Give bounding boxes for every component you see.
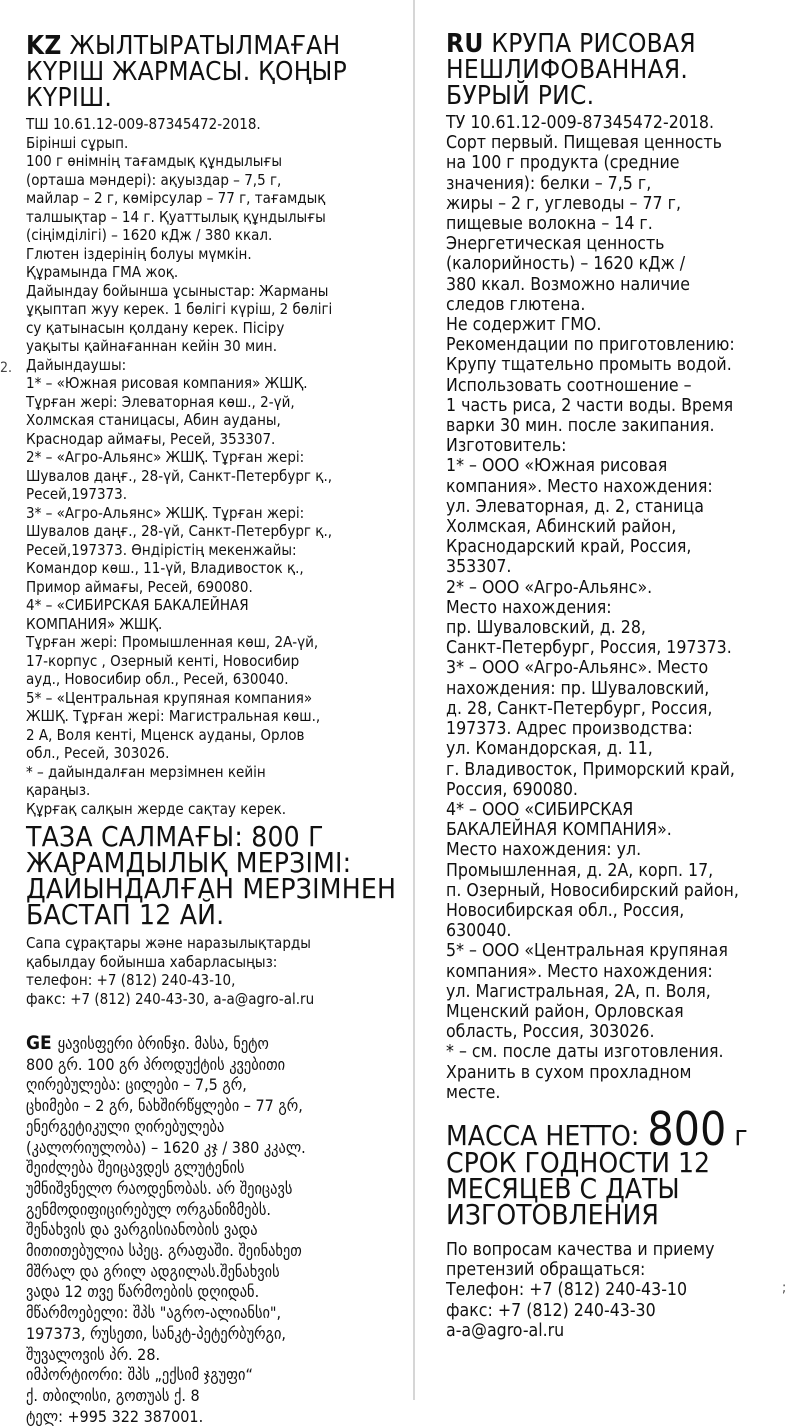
right-edge-fragment: ; [782,1280,787,1296]
ge-text-line: მშრალ და გრილ ადგილას.შენახვის [26,1261,280,1281]
ge-text-line: 197373, რუსეთი, სანკტ-პეტერბურგი, [26,1323,286,1343]
kz-text-line: 100 г өнімнің тағамдық құндылығы [26,152,283,170]
kz-text-line: * – дайындалған мерзімнен кейін [26,762,266,781]
kz-text-line: уақыты қайнағаннан кейін 30 мин. [26,337,278,355]
ru-text-line: ТУ 10.61.12-009-87345472-2018. [446,113,714,133]
ge-text-line: გენმოდიფიცირებულ ორგანიზმებს. [26,1199,271,1219]
kz-contact-info [26,934,398,1008]
ru-text-line: компания». Место нахождения: [446,961,713,982]
ru-text-line: (калорийность) – 1620 кДж / [446,254,686,275]
kz-text-line: 4* – «СИБИРСКАЯ БАКАЛЕЙНАЯ [26,596,249,614]
kz-text-line: майлар – 2 г, көмірсулар – 77 г, тағамдық [26,189,326,207]
ru-text-line: Промышленная, д. 2А, корп. 17, [446,860,714,881]
ge-description [26,1033,398,1427]
kz-text-line: Тұрған жері: Промышленная көш, 2А-үй, [26,633,319,651]
ru-net-unit: г [734,1118,748,1152]
ru-text-line: Краснодарский край, Россия, [446,537,692,558]
ge-text-line: ენერგეტიკული ღირებულება [26,1116,225,1136]
kz-description [26,115,398,818]
ge-text-line: ღირებულება: ცილები – 7,5 გრ, [26,1075,247,1095]
ru-text-line: Крупу тщательно промыть водой. [446,355,732,376]
kz-text-line: Ресей,197373. Өндірістің мекенжайы: [26,540,297,559]
ge-text-line: ტელ: +995 322 387001. [26,1406,204,1426]
ru-text-line: значения): белки – 7,5 г, [446,173,652,194]
kz-text-line: Тұрған жері: Элеваторная көш., 2-үй, [26,392,295,411]
ge-text-line: შუვალოვის პრ. 28. [26,1344,161,1364]
kz-text-line: 3* – «Агро-Альянс» ЖШҚ. Тұрған жері: [26,503,305,522]
kz-text-line: Шувалов даңғ., 28-үй, Санкт-Петербург қ., [26,466,333,485]
ru-text-line: на 100 г продукта (средние [446,153,680,174]
kz-text-line: Құрғақ салқын жерде сақтау керек. [26,799,287,818]
ru-text-line: ул. Элеваторная, д. 2, станица [446,496,704,517]
kz-text-line: ТШ 10.61.12-009-87345472-2018. [26,115,261,133]
kz-text-line: Командор көш., 11-үй, Владивосток қ., [26,559,304,577]
ru-text-line: п. Озерный, Новосибирский район, [446,880,739,901]
kz-contact-line: факс: +7 (812) 240-43-30, a-a@agro-al.ru [26,989,315,1008]
kz-text-line: ұқыптап жуу керек. 1 бөлігі күріш, 2 бөлігі [26,300,333,318]
ru-product-title: КРУПА РИСОВАЯ НЕШЛИФОВАННАЯ. БУРЫЙ РИС. [446,29,696,111]
ru-text-line: Энергетическая ценность [446,234,665,255]
kz-text-line: су қатынасын қолдану керек. Пісіру [26,318,285,337]
ru-text-line: Не содержит ГМО. [446,315,602,336]
ge-text-line: იმპორტიორი: შპს „ექსიმ ჯგუფი“ [26,1365,253,1385]
ru-text-line: жиры – 2 г, углеводы – 77 г, [446,193,681,214]
ru-text-line: 197373. Адрес производства: [446,719,693,740]
ge-text-line: GE ყავისფერი ბრინჯი. მასა, ნეტო [26,1032,269,1054]
kz-text-line: (орташа мәндері): ақуыздар – 7,5 г, [26,170,282,189]
ru-language-code: RU [446,29,484,59]
ru-text-line: ул. Магистральная, 2А, п. Воля, [446,981,711,1002]
kz-net-weight: ТАЗА САЛМАҒЫ: 800 Г [26,820,324,853]
ru-text-line: 4* – ООО «СИБИРСКАЯ [446,799,634,820]
kz-text-line: КОМПАНИЯ» ЖШҚ. [26,614,163,633]
ru-text-line: Холмская, Абинский район, [446,517,677,538]
ru-text-line: Место нахождения: [446,597,612,618]
kz-text-line: талшықтар – 14 г. Қуаттылық құндылығы [26,207,326,226]
ru-net-weight [446,1101,782,1156]
ru-text-line: компания». Место нахождения: [446,476,713,497]
kz-text-line: Бірінші сұрып. [26,133,129,152]
ru-text-line: г. Владивосток, Приморский край, [446,759,735,780]
ru-text-line: Россия, 690080. [446,779,578,800]
ru-text-line: Санкт-Петербург, Россия, 197373. [446,638,732,659]
ru-text-line: пищевые волокна – 14 г. [446,214,653,235]
ru-text-line: Новосибирская обл., Россия, [446,900,685,921]
ru-net-label: МАССА НЕТТО: [446,1118,640,1152]
kz-text-line: Примор аймағы, Ресей, 690080. [26,577,253,596]
ru-text-line: пр. Шуваловский, д. 28, [446,618,646,639]
ge-text-line: ვადა 12 თვე წარმოების დღიდან. [26,1282,260,1302]
kz-text-line: қараңыз. [26,781,91,799]
ru-text-line: Сорт первый. Пищевая ценность [446,133,722,154]
kz-heading [26,33,366,111]
kz-text-line: Краснодар аймағы, Ресей, 353307. [26,429,276,448]
ru-contact-info [446,1240,782,1341]
ru-shelf-life: СРОК ГОДНОСТИ 12 МЕСЯЦЕВ С ДАТЫ ИЗГОТОВЛЕНИЯ [446,1145,711,1231]
ge-section [26,1033,398,1427]
ru-net-value: 800 [647,1101,727,1156]
ge-text-line: (კალორიულობა) – 1620 კჯ / 380 კკალ. [26,1137,306,1157]
kz-contact-line: Сапа сұрақтары және наразылықтарды [26,934,311,952]
ge-text-line: 800 გრ. 100 გრ პროდუქტის კვებითი [26,1054,286,1074]
kz-text-line: 2* – «Агро-Альянс» ЖШҚ. Тұрған жері: [26,448,305,466]
ru-text-line: варки 30 мин. после закипания. [446,416,715,437]
ru-contact-line: По вопросам качества и приему [446,1239,715,1260]
kz-text-line: обл., Ресей, 303026. [26,744,170,762]
ru-contact-line: Телефон: +7 (812) 240-43-10 [446,1280,688,1301]
russian-column [446,0,782,1341]
kz-text-line: Дайындаушы: [26,355,127,374]
kz-text-line: ауд., Новосибир обл., Ресей, 630040. [26,670,289,688]
ru-text-line: БАКАЛЕЙНАЯ КОМПАНИЯ». [446,820,672,841]
ru-text-line: 5* – ООО «Центральная крупяная [446,941,728,962]
ru-text-line: 1 часть риса, 2 части воды. Время [446,395,734,416]
ru-text-line: месте. [446,1082,501,1103]
ru-text-line: 630040. [446,921,512,942]
kz-text-line: 17-корпус , Озерный кенті, Новосибир [26,651,300,670]
left-edge-fragment: 2. [0,360,13,376]
kz-shelf-life: ЖАРАМДЫЛЫҚ МЕРЗІМІ: ДАЙЫНДАЛҒАН МЕРЗІМНЕН БАСТАП 12 АЙ. [26,846,397,931]
kz-text-line: 5* – «Центральная крупяная компания» [26,688,313,707]
ru-text-line: ул. Командорская, д. 11, [446,739,653,760]
kz-language-code: KZ [26,31,62,61]
ru-text-line: область, Россия, 303026. [446,1022,655,1043]
kz-text-line: ЖШҚ. Тұрған жері: Магистральная көш., [26,707,321,725]
kz-contact-line: телефон: +7 (812) 240-43-10, [26,971,236,989]
ru-text-line: Мценский район, Орловская [446,1001,684,1022]
ru-text-line: Использовать соотношение – [446,375,692,396]
ru-text-line: Рекомендации по приготовлению: [446,335,735,356]
ru-heading [446,31,756,109]
ru-text-line: 1* – ООО «Южная рисовая [446,456,668,477]
ge-text-line: შეიძლება შეიცავდეს გლუტენის [26,1158,245,1178]
kz-text-line: 1* – «Южная рисовая компания» ЖШҚ. [26,374,308,392]
ge-text-line: მწარმოებელი: შპს "აგრო-ალიანსი", [26,1303,282,1323]
ru-text-line: Хранить в сухом прохладном [446,1062,692,1083]
ge-text-line: ქ. თბილისი, გოთუას ქ. 8 [26,1385,200,1405]
ru-contact-line: a-a@agro-al.ru [446,1320,565,1341]
ru-text-line: * – см. после даты изготовления. [446,1042,724,1063]
kz-product-title: ЖЫЛТЫРАТЫЛМАҒАН КҮРІШ ЖАРМАСЫ. ҚОҢЫР КҮРІШ. [26,31,348,113]
ru-text-line: следов глютена. [446,294,586,315]
ru-contact-line: факс: +7 (812) 240-43-30 [446,1300,656,1321]
kz-text-line: (сіңімділігі) – 1620 кДж / 380 ккал. [26,226,273,244]
kz-text-line: 2 А, Воля кенті, Мценск ауданы, Орлов [26,725,305,744]
column-divider [413,0,415,1400]
ru-text-line: Изготовитель: [446,436,567,457]
kz-text-line: Холмская станицасы, Абин ауданы, [26,411,281,429]
ru-text-line: 2* – ООО «Агро-Альянс». [446,577,653,598]
ru-text-line: 380 ккал. Возможно наличие [446,274,690,295]
ru-text-line: 353307. [446,557,512,578]
kz-text-line: Құрамында ГМА жоқ. [26,263,179,281]
ge-text-line: შენახვის და ვარგისიანობის ვადა [26,1220,258,1240]
ge-text-line: უმნიშვნელო რაოდენობას. არ შეიცავს [26,1178,293,1198]
ru-text-line: д. 28, Санкт-Петербург, Россия, [446,698,713,719]
ru-text-line: Место нахождения: ул. [446,840,642,861]
ge-text-line: მითითებულია სპეც. გრაფაში. შეინახეთ [26,1241,302,1261]
kazakh-georgian-column [26,0,398,1427]
ru-text-line: 3* – ООО «Агро-Альянс». Место [446,658,709,679]
ge-language-code: GE [26,1032,58,1054]
kz-text-line: Дайындау бойынша ұсыныстар: Жарманы [26,281,329,300]
ru-text-line: нахождения: пр. Шуваловский, [446,678,710,699]
kz-text-line: Шувалов даңғ., 28-үй, Санкт-Петербург қ., [26,522,333,540]
ru-contact-line: претензий обращаться: [446,1260,646,1281]
kz-text-line: Глютен іздерінің болуы мүмкін. [26,244,252,263]
ge-text-line: ცხიმები – 2 გრ, ნახშირწყლები – 77 გრ, [26,1096,303,1116]
kz-text-line: Ресей,197373. [26,485,128,503]
ru-description [446,113,782,1103]
kz-contact-line: қабылдау бойынша хабарласыңыз: [26,952,278,971]
